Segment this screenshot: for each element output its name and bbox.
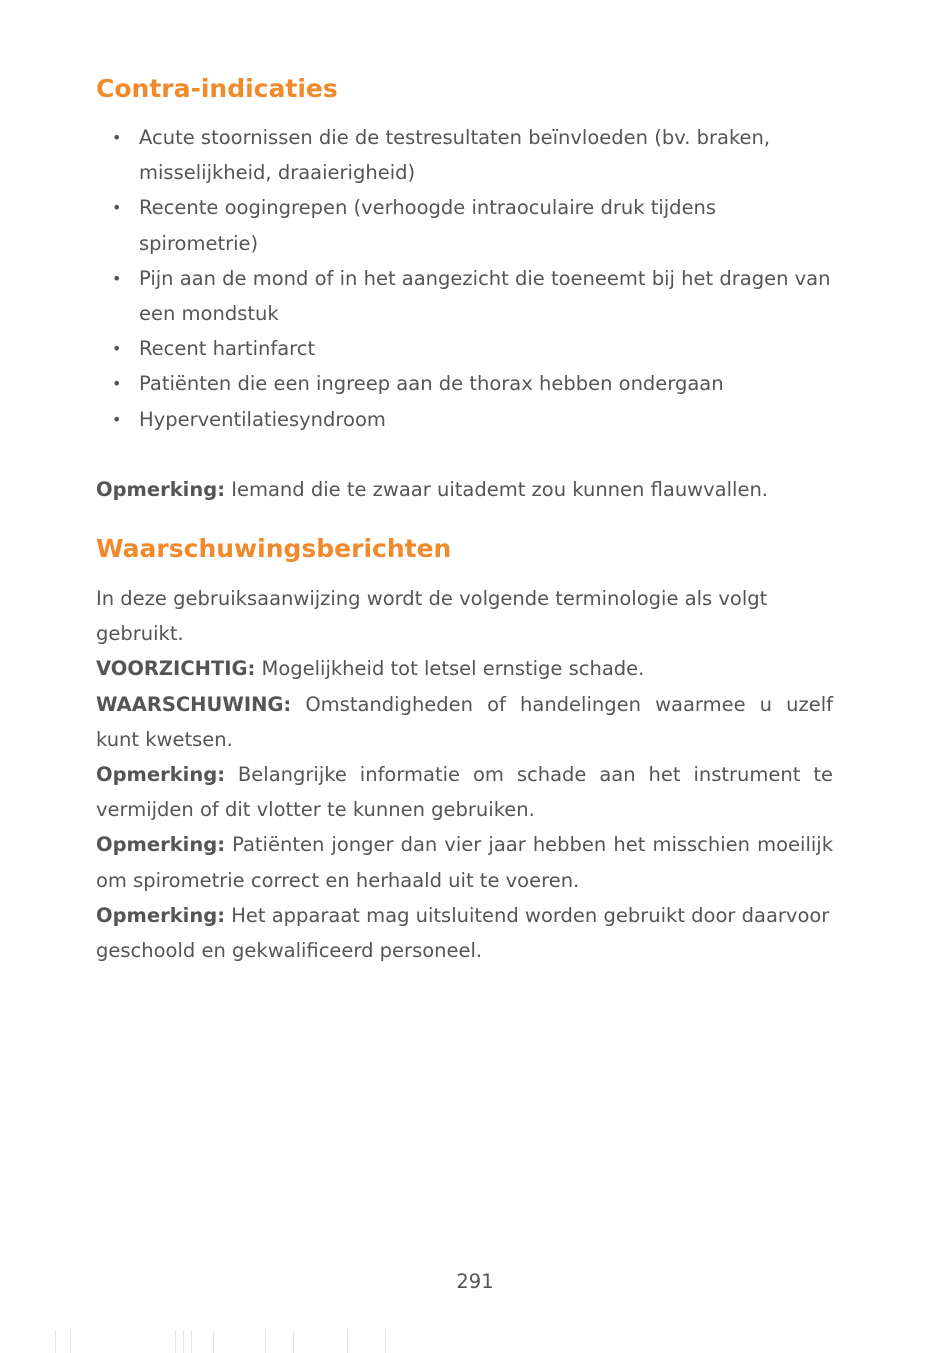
bullet-icon: • [112, 268, 122, 288]
warning-label: VOORZICHTIG: [96, 657, 256, 681]
scan-mark [70, 1330, 71, 1353]
warning-entry-note [96, 757, 833, 827]
scan-mark [293, 1330, 294, 1353]
section-title-waarschuwingsberichten: Waarschuwingsberichten [96, 534, 452, 563]
scan-mark [191, 1330, 192, 1353]
warning-text: Omstandigheden of handelingen waarmee u uzelf kunt kwetsen. [96, 692, 833, 751]
warning-label: WAARSCHUWING: [96, 692, 292, 716]
bullet-icon: • [112, 198, 122, 218]
warning-entry-note [96, 827, 833, 897]
warning-text: Het apparaat mag uitsluitend worden gebruikt door daarvoor geschoold en gekwalificeerd personeel. [96, 903, 830, 963]
warning-entry-note [96, 898, 833, 968]
list-item-text: Acute stoornissen die de testresultaten beïnvloeden (bv. braken, misselijkheid, draaierigheid) [139, 126, 771, 185]
warning-text: Patiënten jonger dan vier jaar hebben het misschien moeilijk om spirometrie correct en herhaald uit te voeren. [96, 833, 833, 892]
scan-mark [55, 1330, 56, 1353]
list-item-text: Recent hartinfarct [139, 337, 316, 361]
list-item [96, 120, 833, 190]
scan-mark [347, 1330, 348, 1353]
list-item [96, 366, 833, 401]
footer-scan-marks [55, 1330, 455, 1353]
bullet-icon: • [112, 374, 122, 394]
scan-mark [385, 1330, 386, 1353]
section-title-contra-indicaties: Contra-indicaties [96, 74, 338, 103]
scan-mark [213, 1330, 214, 1353]
list-item-text: Patiënten die een ingreep aan de thorax hebben ondergaan [139, 372, 724, 396]
scan-mark [265, 1330, 266, 1353]
bullet-icon: • [112, 409, 122, 429]
bullet-icon: • [112, 128, 122, 147]
warnings-body [96, 581, 833, 968]
scan-mark [183, 1330, 184, 1353]
remark-text: Iemand die te zwaar uitademt zou kunnen flauwvallen. [225, 478, 769, 501]
bullet-icon: • [112, 339, 122, 359]
warning-label: Opmerking: [96, 903, 225, 927]
list-item [96, 190, 833, 260]
list-item-text: Hyperventilatiesyndroom [139, 407, 386, 431]
warnings-intro: In deze gebruiksaanwijzing wordt de volgende terminologie als volgt gebruikt. [96, 587, 768, 646]
page-number: 291 [456, 1270, 494, 1293]
list-item-text: Pijn aan de mond of in het aangezicht die toeneemt bij het dragen van een mondstuk [139, 266, 831, 326]
warning-label: Opmerking: [96, 763, 225, 787]
list-item [96, 261, 833, 331]
warning-entry-caution [96, 651, 833, 686]
contra-indications-list [96, 120, 833, 437]
warning-label: Opmerking: [96, 833, 225, 857]
list-item [96, 402, 833, 437]
remark-paragraph [96, 472, 833, 507]
remark-label: Opmerking: [96, 478, 225, 501]
list-item-text: Recente oogingrepen (verhoogde intraoculaire druk tijdens spirometrie) [139, 196, 717, 255]
warning-text: Mogelijkheid tot letsel ernstige schade. [255, 657, 645, 681]
list-item [96, 331, 833, 366]
scan-mark [175, 1330, 176, 1353]
warning-entry-warning [96, 687, 833, 757]
warning-text: Belangrijke informatie om schade aan het instrument te vermijden of dit vlotter te kunnen gebruiken. [96, 763, 833, 822]
